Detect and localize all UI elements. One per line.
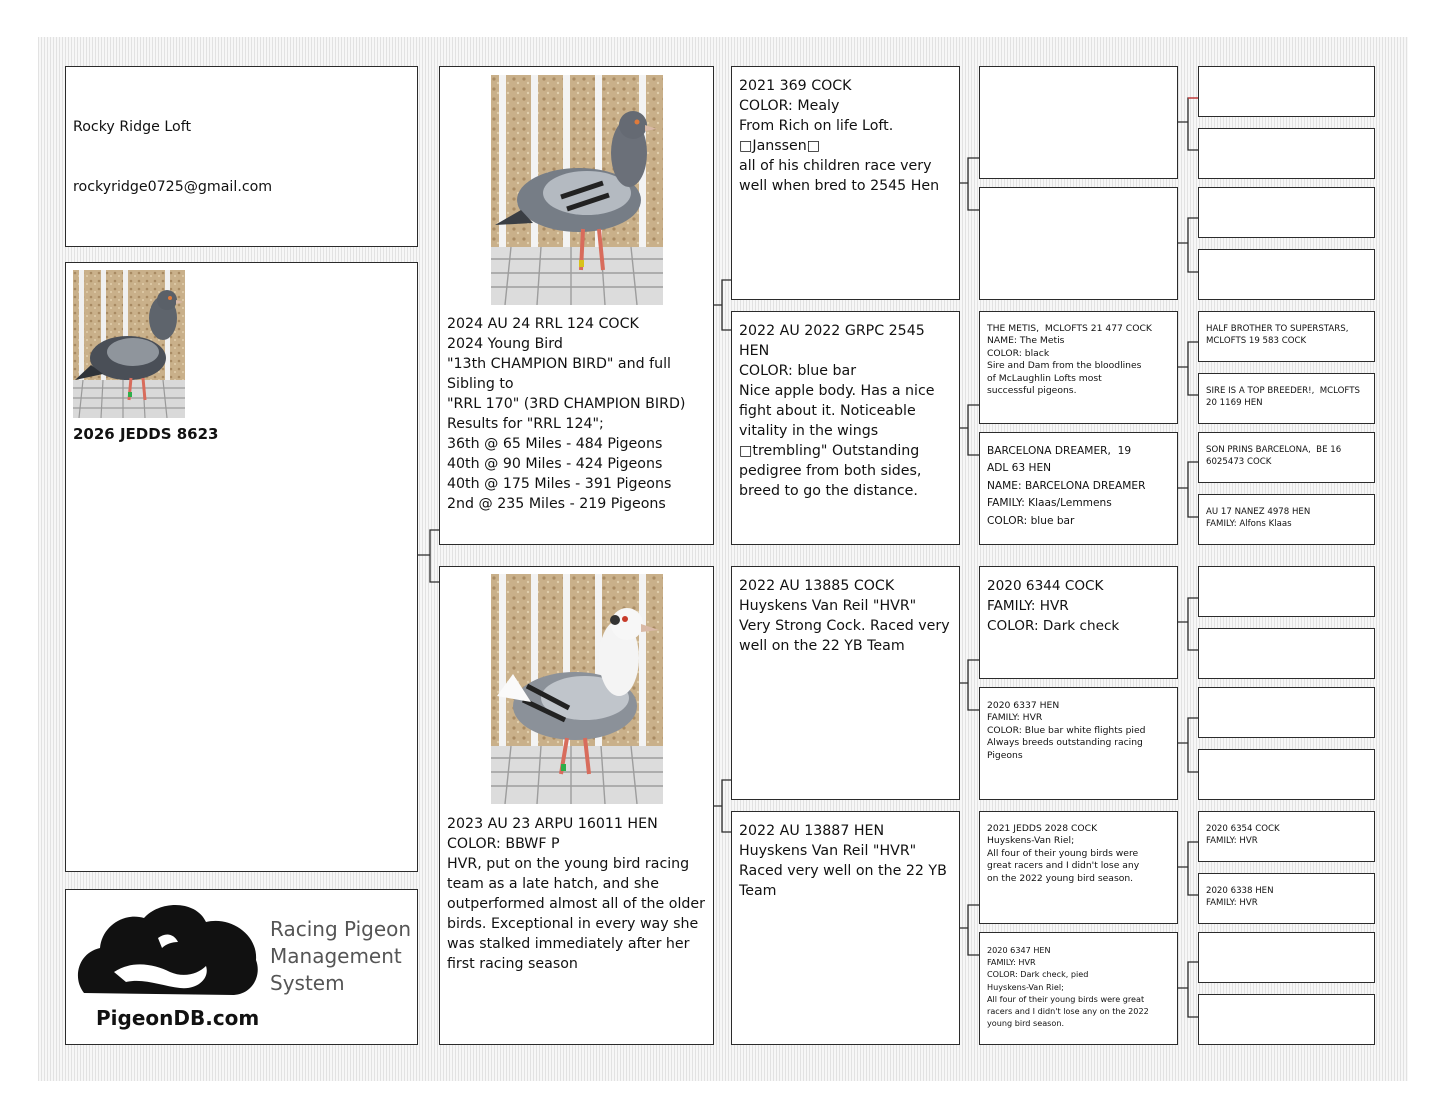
gen5-ancestor-box [1198, 187, 1375, 238]
loft-info-box [65, 66, 418, 247]
gen5-ancestor-text [1199, 629, 1374, 640]
gen5-ancestor-text: 2020 6354 COCK FAMILY: HVR [1206, 824, 1280, 847]
great-grandparent-box [979, 566, 1178, 679]
gen5-ancestor-box [1198, 373, 1375, 424]
grandparent-box [731, 66, 960, 300]
great-grandparent-text: 2020 6344 COCK FAMILY: HVR COLOR: Dark check [987, 578, 1120, 634]
gen5-ancestor-box [1198, 932, 1375, 983]
gen5-ancestor-text: AU 17 NANEZ 4978 HEN FAMILY: Alfons Klaas [1206, 507, 1311, 530]
gen5-ancestor-text: 2020 6338 HEN FAMILY: HVR [1206, 886, 1274, 909]
sire-box [439, 66, 714, 545]
gen5-ancestor-text [1199, 750, 1374, 761]
gen5-ancestor-box [1198, 873, 1375, 924]
grandparent-text: 2022 AU 13887 HEN Huyskens Van Reil "HVR" Raced very well on the 22 YB Team [739, 823, 947, 899]
subject-photo [73, 270, 185, 418]
gen5-ancestor-box [1198, 749, 1375, 800]
logo-line-3: System [270, 971, 345, 995]
great-grandparent-box [979, 66, 1178, 179]
great-grandparent-box [979, 311, 1178, 424]
great-grandparent-text: BARCELONA DREAMER, 19 ADL 63 HEN NAME: BARCELONA DREAMER FAMILY: Klaas/Lemmens COLOR: blue bar [987, 445, 1146, 527]
grandparent-box [731, 566, 960, 800]
logo-text [270, 916, 411, 997]
great-grandparent-text: 2020 6347 HEN FAMILY: HVR COLOR: Dark check, pied Huyskens-Van Riel; All four of their young birds were great racers and I didn't lose any on the 2022 young bird season. [987, 945, 1149, 1029]
subject-box [65, 262, 418, 872]
grandparent-text: 2021 369 COCK COLOR: Mealy From Rich on life Loft. □Janssen□ all of his children race very well when bred to 2545 Hen [739, 78, 940, 194]
gen5-ancestor-box [1198, 687, 1375, 738]
dam-text: 2023 AU 23 ARPU 16011 HEN COLOR: BBWF P HVR, put on the young bird racing team as a late hatch, and she outperformed almost all of the older birds. Exceptional in every way she was stalked immediately after her first racing season [447, 816, 705, 972]
gen5-ancestor-box [1198, 566, 1375, 617]
gen5-ancestor-text [1199, 188, 1374, 199]
logo-line-1: Racing Pigeon [270, 917, 412, 941]
dam-photo [491, 574, 663, 804]
sire-text: 2024 AU 24 RRL 124 COCK 2024 Young Bird "13th CHAMPION BIRD" and full Sibling to "RRL 170" (3RD CHAMPION BIRD) Results for "RRL 124"; 36th @ 65 Miles - 484 Pigeons 40th @ 90 Miles - 424 Pigeons 40th @ 175 Miles - 391 Pigeons 2nd @ 235 Miles - 219 Pigeons [447, 316, 686, 512]
grandparent-text: 2022 AU 13885 COCK Huyskens Van Reil "HVR" Very Strong Cock. Raced very well on the 22 YB Team [739, 578, 950, 654]
logo-line-2: Management [270, 944, 402, 968]
great-grandparent-box [979, 811, 1178, 924]
gen5-ancestor-text [1199, 67, 1374, 78]
gen5-ancestor-text [1199, 567, 1374, 578]
gen5-ancestor-box [1198, 432, 1375, 483]
gen5-ancestor-text: SIRE IS A TOP BREEDER!, MCLOFTS 20 1169 HEN [1206, 386, 1360, 409]
gen5-ancestor-text [1199, 995, 1374, 1006]
gen5-ancestor-box [1198, 128, 1375, 179]
great-grandparent-box [979, 687, 1178, 800]
logo-box [65, 889, 418, 1045]
gen5-ancestor-box [1198, 249, 1375, 300]
gen5-ancestor-box [1198, 494, 1375, 545]
subject-band: 2026 JEDDS 8623 [73, 425, 219, 443]
pigeondb-logo-icon [74, 898, 264, 1002]
dam-box [439, 566, 714, 1045]
great-grandparent-text [980, 188, 1177, 199]
grandparent-box [731, 311, 960, 545]
great-grandparent-box [979, 432, 1178, 545]
gen5-ancestor-box [1198, 628, 1375, 679]
gen5-ancestor-box [1198, 311, 1375, 362]
gen5-ancestor-text [1199, 250, 1374, 261]
grandparent-text: 2022 AU 2022 GRPC 2545 HEN COLOR: blue bar Nice apple body. Has a nice fight about it. Noticeable vitality in the wings □trembling" Outstanding pedigree from both sides, breed to go the distance. [739, 323, 935, 499]
great-grandparent-text: THE METIS, MCLOFTS 21 477 COCK NAME: The Metis COLOR: black Sire and Dam from the bloodlines of McLaughlin Lofts most successful pigeons. [987, 323, 1152, 397]
gen5-ancestor-text: HALF BROTHER TO SUPERSTARS, MCLOFTS 19 583 COCK [1206, 324, 1349, 347]
great-grandparent-text: 2021 JEDDS 2028 COCK Huyskens-Van Riel; All four of their young birds were great racers and I didn't lose any on the 2022 young bird season. [987, 823, 1140, 884]
great-grandparent-text [980, 67, 1177, 78]
logo-site: PigeonDB.com [96, 1006, 260, 1030]
loft-email: rockyridge0725@gmail.com [73, 179, 273, 195]
gen5-ancestor-box [1198, 811, 1375, 862]
great-grandparent-box [979, 932, 1178, 1045]
sire-photo [491, 75, 663, 305]
loft-name: Rocky Ridge Loft [73, 119, 192, 135]
gen5-ancestor-box [1198, 994, 1375, 1045]
great-grandparent-text: 2020 6337 HEN FAMILY: HVR COLOR: Blue bar white flights pied Always breeds outstanding racing Pigeons [987, 700, 1146, 761]
great-grandparent-box [979, 187, 1178, 300]
gen5-ancestor-box [1198, 66, 1375, 117]
gen5-ancestor-text [1199, 933, 1374, 944]
gen5-ancestor-text [1199, 129, 1374, 140]
grandparent-box [731, 811, 960, 1045]
gen5-ancestor-text: SON PRINS BARCELONA, BE 16 6025473 COCK [1206, 445, 1342, 468]
gen5-ancestor-text [1199, 688, 1374, 699]
